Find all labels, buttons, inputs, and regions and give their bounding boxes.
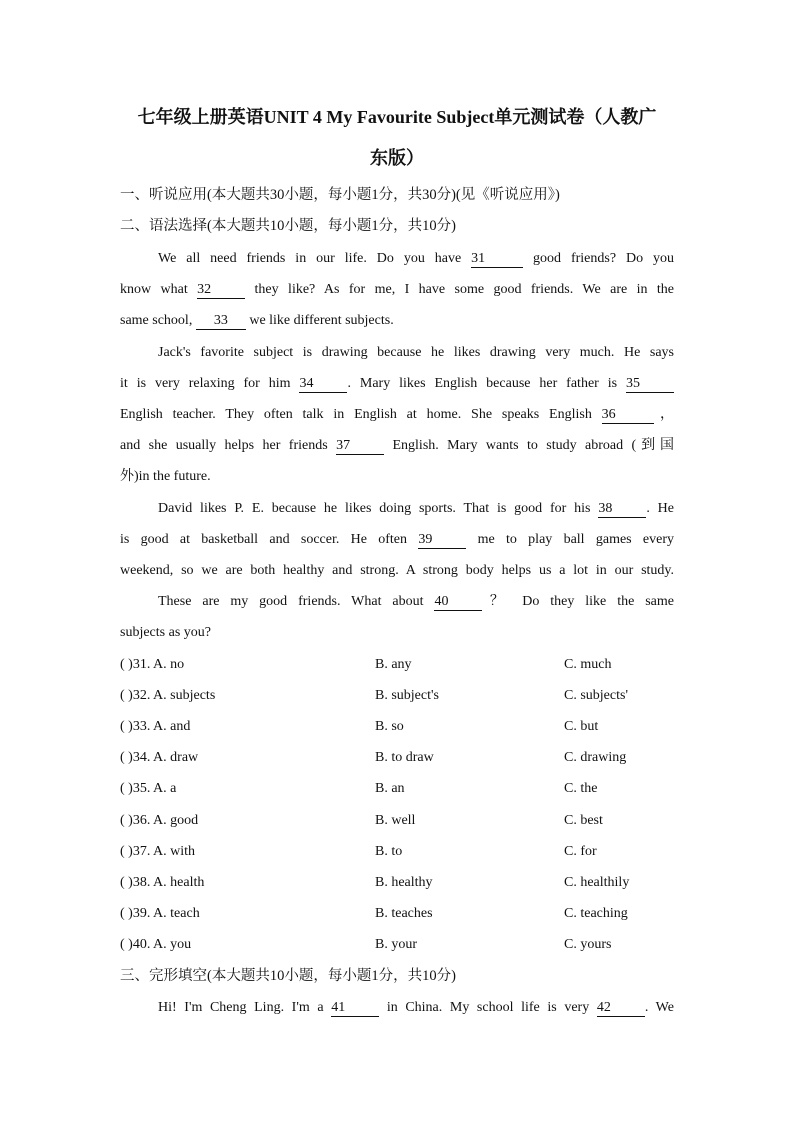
blank-37[interactable]: 37 [336, 438, 384, 455]
passage-line: David likes P. E. because he likes doing sports. That is good for his 38 . He [158, 501, 675, 516]
option-b[interactable]: B. to [375, 844, 403, 859]
option-c[interactable]: C. the [564, 781, 598, 796]
option-b[interactable]: B. to draw [375, 750, 434, 765]
option-row [120, 773, 680, 804]
passage-line: English teacher. They often talk in English at home. She speaks English 36 ， [120, 407, 675, 422]
option-c[interactable]: C. healthily [564, 875, 630, 890]
blank-36[interactable]: 36 [602, 407, 654, 424]
option-row [120, 711, 680, 742]
option-a[interactable]: ( )31. A. no [120, 657, 185, 672]
option-b[interactable]: B. so [375, 719, 404, 734]
option-c[interactable]: C. best [564, 813, 603, 828]
blank-41[interactable]: 41 [331, 1000, 379, 1017]
option-a[interactable]: ( )40. A. you [120, 937, 192, 952]
option-c[interactable]: C. subjects' [564, 688, 628, 703]
passage-line: subjects as you? [120, 625, 211, 640]
option-b[interactable]: B. teaches [375, 906, 433, 921]
option-row [120, 649, 680, 680]
option-a[interactable]: ( )36. A. good [120, 813, 199, 828]
option-b[interactable]: B. well [375, 813, 416, 828]
option-c[interactable]: C. teaching [564, 906, 628, 921]
option-c[interactable]: C. drawing [564, 750, 627, 765]
blank-42[interactable]: 42 [597, 1000, 645, 1017]
title-line-2: 东版） [370, 148, 424, 168]
passage-line: Jack's favorite subject is drawing because he likes drawing very much. He says [158, 345, 674, 360]
option-row [120, 680, 680, 711]
blank-39[interactable]: 39 [418, 532, 466, 549]
section-heading-listening: 一、听说应用(本大题共30小题，每小题1分，共30分)(见《听说应用》) [120, 187, 560, 203]
option-b[interactable]: B. any [375, 657, 412, 672]
option-b[interactable]: B. healthy [375, 875, 433, 890]
passage-line: same school, 33 we like different subjects. [120, 313, 394, 328]
passage-line: is good at basketball and soccer. He often 39 me to play ball games every [120, 532, 674, 547]
option-a[interactable]: ( )32. A. subjects [120, 688, 216, 703]
section-heading-cloze: 三、完形填空(本大题共10小题，每小题1分，共10分) [120, 968, 456, 984]
blank-34[interactable]: 34 [299, 376, 347, 393]
option-a[interactable]: ( )35. A. a [120, 781, 177, 796]
option-c[interactable]: C. but [564, 719, 599, 734]
blank-32[interactable]: 32 [197, 282, 245, 299]
option-row [120, 742, 680, 773]
blank-38[interactable]: 38 [598, 501, 646, 518]
section-heading-grammar: 二、语法选择(本大题共10小题，每小题1分，共10分) [120, 218, 456, 234]
option-a[interactable]: ( )38. A. health [120, 875, 205, 890]
option-c[interactable]: C. for [564, 844, 597, 859]
option-row [120, 867, 680, 898]
option-b[interactable]: B. an [375, 781, 405, 796]
option-row [120, 836, 680, 867]
option-a[interactable]: ( )37. A. with [120, 844, 196, 859]
passage-line: know what 32 they like? As for me, I have some good friends. We are in the [120, 282, 674, 297]
option-row [120, 898, 680, 929]
passage-line: We all need friends in our life. Do you have 31 good friends? Do you [158, 251, 674, 266]
option-a[interactable]: ( )33. A. and [120, 719, 191, 734]
blank-35[interactable]: 35 [626, 376, 674, 393]
option-c[interactable]: C. much [564, 657, 612, 672]
passage-line: weekend, so we are both healthy and strong. A strong body helps us a lot in our study. [120, 563, 674, 578]
passage-line: These are my good friends. What about 40 ？ Do they like the same [158, 594, 674, 609]
option-row [120, 929, 680, 960]
option-a[interactable]: ( )39. A. teach [120, 906, 200, 921]
option-a[interactable]: ( )34. A. draw [120, 750, 199, 765]
passage-line: 外)in the future. [120, 469, 211, 484]
passage-line: and she usually helps her friends 37 English. Mary wants to study abroad (到国 [120, 438, 674, 453]
option-b[interactable]: B. your [375, 937, 417, 952]
blank-40[interactable]: 40 [434, 594, 482, 611]
page-title [100, 97, 694, 179]
option-c[interactable]: C. yours [564, 937, 612, 952]
option-b[interactable]: B. subject's [375, 688, 439, 703]
title-line-1: 七年级上册英语UNIT 4 My Favourite Subject单元测试卷（人教广 [137, 107, 657, 127]
passage-line: Hi! I'm Cheng Ling. I'm a 41 in China. My school life is very 42 . We [158, 1000, 674, 1015]
blank-31[interactable]: 31 [471, 251, 523, 268]
blank-33[interactable]: 33 [196, 313, 246, 330]
option-row [120, 805, 680, 836]
passage-line: it is very relaxing for him 34 . Mary likes English because her father is 35 [120, 368, 674, 399]
